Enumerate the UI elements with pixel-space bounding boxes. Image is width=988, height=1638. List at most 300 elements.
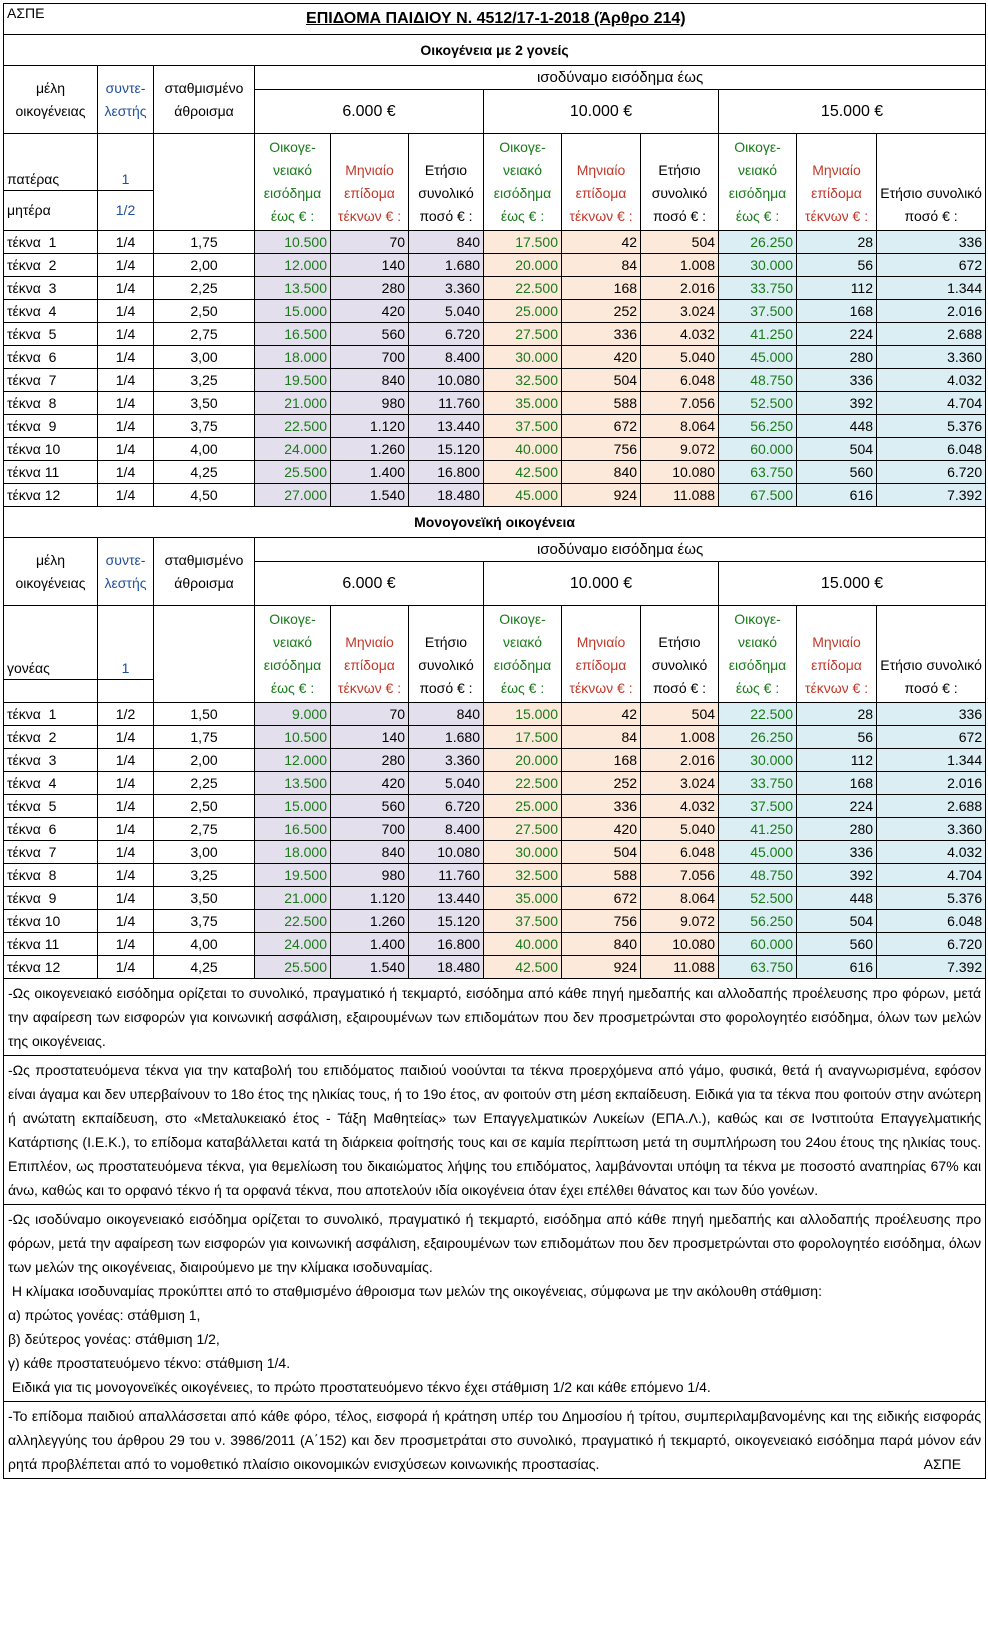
annual-total-value: 15.120 xyxy=(409,910,484,933)
col-header-annual: Ετήσιο συνολικό ποσό € : xyxy=(409,134,484,231)
monthly-benefit-value: 420 xyxy=(562,346,641,369)
family-income-value: 37.500 xyxy=(719,300,797,323)
monthly-benefit-value: 840 xyxy=(562,933,641,956)
family-income-value: 25.500 xyxy=(255,956,331,979)
annual-total-value: 2.688 xyxy=(877,795,986,818)
table-row xyxy=(4,1205,986,1402)
note-text: β) δεύτερος γονέας: στάθμιση 1/2, xyxy=(8,1331,220,1347)
annual-total-value: 7.056 xyxy=(641,864,719,887)
weighted-sum: 4,25 xyxy=(154,461,255,484)
note-tax-exemption xyxy=(4,1402,986,1479)
annual-total-value: 6.048 xyxy=(641,841,719,864)
child-count-label: τέκνα 1 xyxy=(4,231,98,254)
monthly-benefit-value: 112 xyxy=(797,277,877,300)
family-income-value: 20.000 xyxy=(484,254,562,277)
monthly-benefit-value: 840 xyxy=(331,369,409,392)
coef-value: 1/4 xyxy=(98,841,154,864)
parent-coef: 1 xyxy=(98,134,154,191)
family-income-value: 30.000 xyxy=(719,254,797,277)
family-income-value: 16.500 xyxy=(255,323,331,346)
benefit-table xyxy=(3,3,986,1479)
family-income-value: 37.500 xyxy=(484,415,562,438)
monthly-benefit-value: 336 xyxy=(797,369,877,392)
weighted-sum: 1,75 xyxy=(154,231,255,254)
col-header-family-income: Οικογε-νειακό εισόδημα έως € : xyxy=(255,606,331,703)
annual-total-value: 6.720 xyxy=(409,323,484,346)
weighted-sum: 2,75 xyxy=(154,323,255,346)
monthly-benefit-value: 504 xyxy=(562,841,641,864)
coef-value: 1/4 xyxy=(98,346,154,369)
annual-total-value: 11.088 xyxy=(641,956,719,979)
note-text: -Ως προστατευόμενα τέκνα για την καταβολή του επιδόματος παιδιού νοούνται τα τέκνα προερχόμενα από γάμο, φυσικά, θετά ή αναγνωρισμένα, εφόσον είναι άγαμα και δεν υπερβαίνουν το 18ο έτος της ηλικίας τους, ή το 19ο έτος, αν φοιτούν στη μέση εκπαίδευση. Ειδικά για τα τέκνα που φοιτούν στην ανώτερη ή ανώτατη εκπαίδευση, στο «Μεταλυκειακό έτος - Τάξη Μαθητείας» των Επαγγελματικών Λυκείων (ΕΠΑ.Λ.), καθώς και σε Ινστιτούτα Επαγγελματικής Κατάρτισης (Ι.Ε.Κ.), το επίδομα καταβάλλεται κατά τη διάρκεια φοίτησής τους και σε καμία περίπτωση μετά τη συμπλήρωση του 24ου έτους της ηλικίας τους. Επιπλέον, ως προστατευόμενα τέκνα, για θεμελίωση του δικαιώματος λήψης του επιδόματος, λαμβάνονται υπόψη τα τέκνα με ποσοστό αναπηρίας 67% και άνω, καθώς και το ορφανό τέκνο ή τα ορφανά τέκνα, που αποτελούν ιδία οικογένεια όταν έχει επέλθει θάνατος και των δύο γονέων. xyxy=(8,1062,982,1198)
annual-total-value: 840 xyxy=(409,703,484,726)
monthly-benefit-value: 224 xyxy=(797,323,877,346)
family-income-value: 18.000 xyxy=(255,841,331,864)
annual-total-value: 840 xyxy=(409,231,484,254)
weighted-sum: 2,25 xyxy=(154,277,255,300)
monthly-benefit-value: 252 xyxy=(562,772,641,795)
table-row xyxy=(4,231,986,254)
family-income-value: 16.500 xyxy=(255,818,331,841)
coef-value: 1/4 xyxy=(98,772,154,795)
annual-total-value: 6.048 xyxy=(877,438,986,461)
col-header-monthly: Μηνιαίο επίδομα τέκνων € : xyxy=(797,606,877,703)
income-band-header: 15.000 € xyxy=(719,562,986,606)
coef-value: 1/4 xyxy=(98,277,154,300)
monthly-benefit-value: 392 xyxy=(797,864,877,887)
coef-value: 1/4 xyxy=(98,933,154,956)
footer-label: ΑΣΠΕ xyxy=(923,1456,962,1472)
family-income-value: 9.000 xyxy=(255,703,331,726)
annual-total-value: 336 xyxy=(877,703,986,726)
monthly-benefit-value: 1.260 xyxy=(331,910,409,933)
parent-label: γονέας xyxy=(4,606,98,680)
family-income-value: 25.000 xyxy=(484,795,562,818)
family-income-value: 52.500 xyxy=(719,392,797,415)
table-row xyxy=(4,979,986,1056)
monthly-benefit-value: 56 xyxy=(797,726,877,749)
monthly-benefit-value: 280 xyxy=(797,818,877,841)
family-income-value: 26.250 xyxy=(719,231,797,254)
annual-total-value: 4.032 xyxy=(877,369,986,392)
annual-total-value: 3.360 xyxy=(409,277,484,300)
col-header-family-income: Οικογε-νειακό εισόδημα έως € : xyxy=(719,134,797,231)
family-income-value: 19.500 xyxy=(255,369,331,392)
income-band-header: 10.000 € xyxy=(484,90,719,134)
child-count-label: τέκνα 8 xyxy=(4,864,98,887)
col-header-family-income: Οικογε-νειακό εισόδημα έως € : xyxy=(484,606,562,703)
annual-total-value: 3.024 xyxy=(641,300,719,323)
family-income-value: 22.500 xyxy=(484,772,562,795)
family-income-value: 24.000 xyxy=(255,933,331,956)
family-income-value: 30.000 xyxy=(484,346,562,369)
monthly-benefit-value: 1.120 xyxy=(331,887,409,910)
col-header-coef: συντε-λεστής xyxy=(98,538,154,606)
monthly-benefit-value: 1.400 xyxy=(331,933,409,956)
annual-total-value: 1.680 xyxy=(409,254,484,277)
family-income-value: 27.500 xyxy=(484,323,562,346)
child-count-label: τέκνα 5 xyxy=(4,795,98,818)
family-income-value: 12.000 xyxy=(255,254,331,277)
income-band-header: 6.000 € xyxy=(255,90,484,134)
table-row xyxy=(4,910,986,933)
table-row xyxy=(4,726,986,749)
monthly-benefit-value: 1.540 xyxy=(331,956,409,979)
family-income-value: 56.250 xyxy=(719,910,797,933)
monthly-benefit-value: 1.120 xyxy=(331,415,409,438)
weighted-sum: 3,00 xyxy=(154,346,255,369)
note-family-income xyxy=(4,979,986,1056)
col-header-coef: συντε-λεστής xyxy=(98,66,154,134)
weighted-sum: 2,25 xyxy=(154,772,255,795)
child-count-label: τέκνα 4 xyxy=(4,772,98,795)
coef-value: 1/4 xyxy=(98,231,154,254)
annual-total-value: 1.008 xyxy=(641,254,719,277)
monthly-benefit-value: 70 xyxy=(331,231,409,254)
family-income-value: 17.500 xyxy=(484,231,562,254)
family-income-value: 15.000 xyxy=(255,300,331,323)
weighted-sum: 2,50 xyxy=(154,300,255,323)
monthly-benefit-value: 168 xyxy=(562,749,641,772)
table-row xyxy=(4,134,986,191)
family-income-value: 42.500 xyxy=(484,956,562,979)
coef-value: 1/4 xyxy=(98,254,154,277)
family-income-value: 22.500 xyxy=(255,415,331,438)
document-title: ΕΠΙΔΟΜΑ ΠΑΙΔΙΟΥ Ν. 4512/17-1-2018 (Άρθρο 214) xyxy=(154,4,986,35)
family-income-value: 32.500 xyxy=(484,864,562,887)
annual-total-value: 7.392 xyxy=(877,484,986,507)
weighted-empty-cell xyxy=(154,134,255,231)
monthly-benefit-value: 700 xyxy=(331,818,409,841)
family-income-value: 37.500 xyxy=(719,795,797,818)
monthly-benefit-value: 560 xyxy=(331,323,409,346)
family-income-value: 48.750 xyxy=(719,369,797,392)
annual-total-value: 2.016 xyxy=(877,300,986,323)
col-header-family-income: Οικογε-νειακό εισόδημα έως € : xyxy=(255,134,331,231)
child-count-label: τέκνα 3 xyxy=(4,277,98,300)
annual-total-value: 6.720 xyxy=(409,795,484,818)
child-count-label: τέκνα 6 xyxy=(4,818,98,841)
monthly-benefit-value: 56 xyxy=(797,254,877,277)
table-row xyxy=(4,1056,986,1205)
monthly-benefit-value: 1.540 xyxy=(331,484,409,507)
table-row xyxy=(4,254,986,277)
monthly-benefit-value: 448 xyxy=(797,415,877,438)
child-count-label: τέκνα 3 xyxy=(4,749,98,772)
annual-total-value: 5.040 xyxy=(641,818,719,841)
annual-total-value: 5.040 xyxy=(641,346,719,369)
child-count-label: τέκνα 7 xyxy=(4,369,98,392)
family-income-value: 18.000 xyxy=(255,346,331,369)
family-income-value: 60.000 xyxy=(719,933,797,956)
table-row xyxy=(4,538,986,562)
weighted-sum: 1,50 xyxy=(154,703,255,726)
weighted-sum: 1,75 xyxy=(154,726,255,749)
annual-total-value: 9.072 xyxy=(641,910,719,933)
weighted-sum: 2,00 xyxy=(154,254,255,277)
family-income-value: 22.500 xyxy=(484,277,562,300)
col-header-equiv-income: ισοδύναμο εισόδημα έως xyxy=(255,66,986,90)
monthly-benefit-value: 392 xyxy=(797,392,877,415)
family-income-value: 56.250 xyxy=(719,415,797,438)
monthly-benefit-value: 168 xyxy=(562,277,641,300)
annual-total-value: 10.080 xyxy=(641,933,719,956)
annual-total-value: 4.032 xyxy=(641,795,719,818)
child-count-label: τέκνα 12 xyxy=(4,484,98,507)
family-income-value: 63.750 xyxy=(719,956,797,979)
annual-total-value: 7.056 xyxy=(641,392,719,415)
table-row xyxy=(4,392,986,415)
weighted-sum: 4,00 xyxy=(154,438,255,461)
monthly-benefit-value: 980 xyxy=(331,392,409,415)
section-title: Μονογονεϊκή οικογένεια xyxy=(4,507,986,538)
weighted-sum: 4,00 xyxy=(154,933,255,956)
monthly-benefit-value: 700 xyxy=(331,346,409,369)
annual-total-value: 336 xyxy=(877,231,986,254)
monthly-benefit-value: 84 xyxy=(562,726,641,749)
monthly-benefit-value: 504 xyxy=(797,910,877,933)
monthly-benefit-value: 28 xyxy=(797,231,877,254)
annual-total-value: 11.760 xyxy=(409,392,484,415)
child-count-label: τέκνα 6 xyxy=(4,346,98,369)
child-count-label: τέκνα 7 xyxy=(4,841,98,864)
monthly-benefit-value: 224 xyxy=(797,795,877,818)
col-header-members: μέλη οικογένειας xyxy=(4,538,98,606)
table-row xyxy=(4,933,986,956)
col-header-weighted: σταθμισμένο άθροισμα xyxy=(154,66,255,134)
family-income-value: 19.500 xyxy=(255,864,331,887)
family-income-value: 10.500 xyxy=(255,231,331,254)
table-row xyxy=(4,507,986,538)
table-row xyxy=(4,484,986,507)
table-row xyxy=(4,1402,986,1479)
col-header-monthly: Μηνιαίο επίδομα τέκνων € : xyxy=(331,134,409,231)
weighted-sum: 2,75 xyxy=(154,818,255,841)
table-row xyxy=(4,323,986,346)
parent-label: μητέρα xyxy=(4,190,98,230)
monthly-benefit-value: 504 xyxy=(797,438,877,461)
annual-total-value: 4.032 xyxy=(877,841,986,864)
child-count-label: τέκνα 5 xyxy=(4,323,98,346)
note-text: -Ως ισοδύναμο οικογενειακό εισόδημα ορίζεται το συνολικό, πραγματικό ή τεκμαρτό, εισόδημα από κάθε πηγή ημεδαπής και αλλοδαπής προέλευσης προ φόρων, μετά την αφαίρεση των εισφορών για κοινωνική ασφάλιση, εξαιρουμένων των επιδομάτων που δεν προσμετρώνται στο φορολογητέο εισόδημα, όλων των μελών της οικογένειας, διαιρούμενο με την κλίμακα ισοδυναμίας. xyxy=(8,1211,982,1275)
col-header-members: μέλη οικογένειας xyxy=(4,66,98,134)
coef-value: 1/4 xyxy=(98,369,154,392)
note-equivalence-scale xyxy=(4,1205,986,1402)
family-income-value: 13.500 xyxy=(255,277,331,300)
note-text: Η κλίμακα ισοδυναμίας προκύπτει από το σταθμισμένο άθροισμα των μελών της οικογένειας, σύμφωνα με την ακόλουθη στάθμιση: xyxy=(8,1283,822,1299)
table-row xyxy=(4,438,986,461)
monthly-benefit-value: 140 xyxy=(331,726,409,749)
annual-total-value: 3.024 xyxy=(641,772,719,795)
monthly-benefit-value: 560 xyxy=(797,933,877,956)
annual-total-value: 11.088 xyxy=(641,484,719,507)
monthly-benefit-value: 84 xyxy=(562,254,641,277)
document-page xyxy=(3,3,985,1479)
coef-value: 1/4 xyxy=(98,300,154,323)
monthly-benefit-value: 42 xyxy=(562,703,641,726)
weighted-sum: 3,75 xyxy=(154,415,255,438)
col-header-annual: Ετήσιο συνολικό ποσό € : xyxy=(877,606,986,703)
note-text: α) πρώτος γονέας: στάθμιση 1, xyxy=(8,1307,201,1323)
weighted-sum: 3,50 xyxy=(154,887,255,910)
note-text: -Ως οικογενειακό εισόδημα ορίζεται το συνολικό, πραγματικό ή τεκμαρτό, εισόδημα από κάθε πηγή ημεδαπής και αλλοδαπής προέλευσης προ φόρων, μετά την αφαίρεση των εισφορών για κοινωνική ασφάλιση, εξαιρουμένων των επιδομάτων που δεν προσμετρώνται στο φορολογητέο εισόδημα, όλων των μελών της οικογένειας. xyxy=(8,985,982,1049)
monthly-benefit-value: 560 xyxy=(797,461,877,484)
table-row xyxy=(4,841,986,864)
monthly-benefit-value: 420 xyxy=(331,772,409,795)
col-header-annual: Ετήσιο συνολικό ποσό € : xyxy=(641,606,719,703)
child-count-label: τέκνα 9 xyxy=(4,887,98,910)
coef-value: 1/2 xyxy=(98,703,154,726)
section-title: Οικογένεια με 2 γονείς xyxy=(4,35,986,66)
family-income-value: 32.500 xyxy=(484,369,562,392)
monthly-benefit-value: 840 xyxy=(331,841,409,864)
monthly-benefit-value: 980 xyxy=(331,864,409,887)
annual-total-value: 3.360 xyxy=(409,749,484,772)
coef-value: 1/4 xyxy=(98,956,154,979)
annual-total-value: 504 xyxy=(641,231,719,254)
monthly-benefit-value: 420 xyxy=(562,818,641,841)
coef-value: 1/4 xyxy=(98,323,154,346)
note-text: γ) κάθε προστατευόμενο τέκνο: στάθμιση 1/4. xyxy=(8,1355,291,1371)
income-band-header: 10.000 € xyxy=(484,562,719,606)
family-income-value: 24.000 xyxy=(255,438,331,461)
annual-total-value: 8.400 xyxy=(409,346,484,369)
col-header-monthly: Μηνιαίο επίδομα τέκνων € : xyxy=(562,606,641,703)
col-header-family-income: Οικογε-νειακό εισόδημα έως € : xyxy=(484,134,562,231)
monthly-benefit-value: 280 xyxy=(797,346,877,369)
table-row xyxy=(4,461,986,484)
monthly-benefit-value: 280 xyxy=(331,749,409,772)
table-row xyxy=(4,606,986,680)
monthly-benefit-value: 420 xyxy=(331,300,409,323)
parent-coef: 1 xyxy=(98,606,154,680)
family-income-value: 33.750 xyxy=(719,277,797,300)
annual-total-value: 13.440 xyxy=(409,415,484,438)
annual-total-value: 2.016 xyxy=(641,749,719,772)
child-count-label: τέκνα 9 xyxy=(4,415,98,438)
child-count-label: τέκνα 1 xyxy=(4,703,98,726)
weighted-sum: 3,25 xyxy=(154,369,255,392)
child-count-label: τέκνα 2 xyxy=(4,254,98,277)
table-row xyxy=(4,277,986,300)
family-income-value: 26.250 xyxy=(719,726,797,749)
col-header-family-income: Οικογε-νειακό εισόδημα έως € : xyxy=(719,606,797,703)
monthly-benefit-value: 616 xyxy=(797,484,877,507)
note-protected-children xyxy=(4,1056,986,1205)
monthly-benefit-value: 252 xyxy=(562,300,641,323)
child-count-label: τέκνα 4 xyxy=(4,300,98,323)
annual-total-value: 6.048 xyxy=(641,369,719,392)
monthly-benefit-value: 756 xyxy=(562,910,641,933)
monthly-benefit-value: 112 xyxy=(797,749,877,772)
annual-total-value: 16.800 xyxy=(409,461,484,484)
annual-total-value: 10.080 xyxy=(641,461,719,484)
annual-total-value: 672 xyxy=(877,254,986,277)
monthly-benefit-value: 28 xyxy=(797,703,877,726)
annual-total-value: 7.392 xyxy=(877,956,986,979)
note-text: Ειδικά για τις μονογονεϊκές οικογένειες, το πρώτο προστατευόμενο τέκνο έχει στάθμιση 1/2 και κάθε επόμενο 1/4. xyxy=(8,1379,711,1395)
monthly-benefit-value: 924 xyxy=(562,956,641,979)
parent-coef: 1/2 xyxy=(98,190,154,230)
annual-total-value: 5.376 xyxy=(877,415,986,438)
coef-value: 1/4 xyxy=(98,910,154,933)
child-count-label: τέκνα 11 xyxy=(4,461,98,484)
benefit-table-body xyxy=(4,4,986,1479)
annual-total-value: 3.360 xyxy=(877,818,986,841)
weighted-sum: 3,75 xyxy=(154,910,255,933)
coef-value: 1/4 xyxy=(98,392,154,415)
annual-total-value: 11.760 xyxy=(409,864,484,887)
annual-total-value: 10.080 xyxy=(409,369,484,392)
monthly-benefit-value: 280 xyxy=(331,277,409,300)
monthly-benefit-value: 1.260 xyxy=(331,438,409,461)
annual-total-value: 2.688 xyxy=(877,323,986,346)
annual-total-value: 18.480 xyxy=(409,956,484,979)
child-count-label: τέκνα 11 xyxy=(4,933,98,956)
col-header-equiv-income: ισοδύναμο εισόδημα έως xyxy=(255,538,986,562)
weighted-sum: 2,00 xyxy=(154,749,255,772)
coef-value: 1/4 xyxy=(98,818,154,841)
family-income-value: 10.500 xyxy=(255,726,331,749)
weighted-sum: 4,50 xyxy=(154,484,255,507)
family-income-value: 41.250 xyxy=(719,323,797,346)
monthly-benefit-value: 504 xyxy=(562,369,641,392)
annual-total-value: 1.008 xyxy=(641,726,719,749)
family-income-value: 15.000 xyxy=(484,703,562,726)
annual-total-value: 504 xyxy=(641,703,719,726)
annual-total-value: 2.016 xyxy=(641,277,719,300)
parent-label: πατέρας xyxy=(4,134,98,191)
family-income-value: 60.000 xyxy=(719,438,797,461)
family-income-value: 30.000 xyxy=(719,749,797,772)
annual-total-value: 6.720 xyxy=(877,933,986,956)
monthly-benefit-value: 756 xyxy=(562,438,641,461)
col-header-monthly: Μηνιαίο επίδομα τέκνων € : xyxy=(562,134,641,231)
child-count-label: τέκνα 12 xyxy=(4,956,98,979)
coef-value: 1/4 xyxy=(98,415,154,438)
table-row xyxy=(4,369,986,392)
family-income-value: 21.000 xyxy=(255,887,331,910)
table-row xyxy=(4,35,986,66)
annual-total-value: 4.704 xyxy=(877,864,986,887)
child-count-label: τέκνα 10 xyxy=(4,910,98,933)
weighted-empty-cell xyxy=(154,606,255,703)
monthly-benefit-value: 588 xyxy=(562,392,641,415)
annual-total-value: 8.064 xyxy=(641,887,719,910)
family-income-value: 30.000 xyxy=(484,841,562,864)
annual-total-value: 9.072 xyxy=(641,438,719,461)
child-count-label: τέκνα 8 xyxy=(4,392,98,415)
monthly-benefit-value: 840 xyxy=(562,461,641,484)
annual-total-value: 672 xyxy=(877,726,986,749)
family-income-value: 27.000 xyxy=(255,484,331,507)
col-header-weighted: σταθμισμένο άθροισμα xyxy=(154,538,255,606)
table-row xyxy=(4,818,986,841)
annual-total-value: 16.800 xyxy=(409,933,484,956)
monthly-benefit-value: 672 xyxy=(562,887,641,910)
family-income-value: 52.500 xyxy=(719,887,797,910)
family-income-value: 37.500 xyxy=(484,910,562,933)
col-header-monthly: Μηνιαίο επίδομα τέκνων € : xyxy=(331,606,409,703)
col-header-monthly: Μηνιαίο επίδομα τέκνων € : xyxy=(797,134,877,231)
annual-total-value: 18.480 xyxy=(409,484,484,507)
coef-value: 1/4 xyxy=(98,749,154,772)
coef-value: 1/4 xyxy=(98,438,154,461)
family-income-value: 22.500 xyxy=(719,703,797,726)
family-income-value: 22.500 xyxy=(255,910,331,933)
annual-total-value: 5.040 xyxy=(409,300,484,323)
monthly-benefit-value: 140 xyxy=(331,254,409,277)
